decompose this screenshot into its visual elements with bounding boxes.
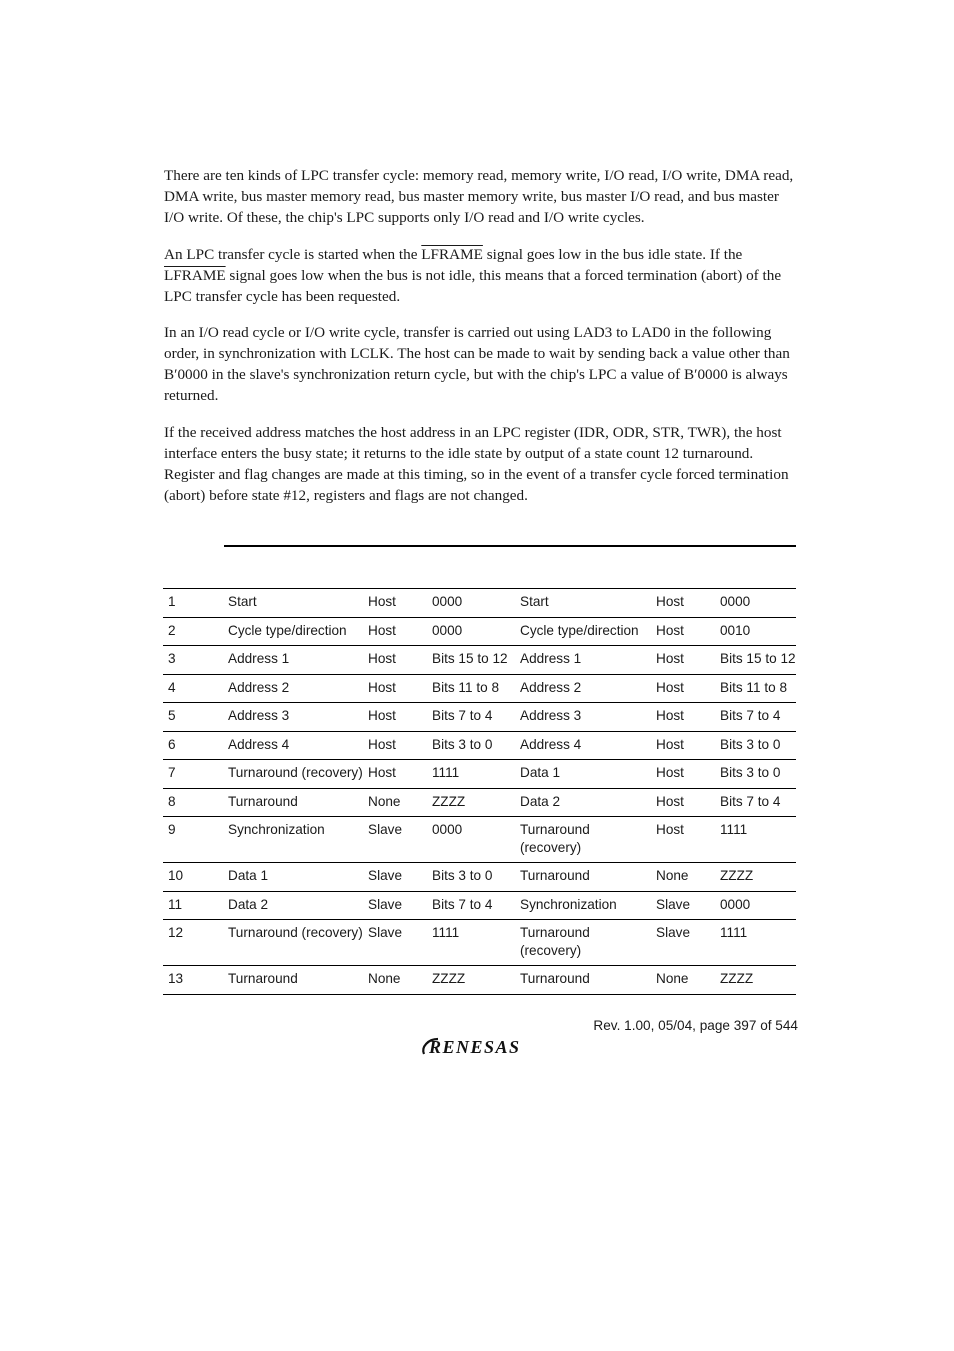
table-row — [163, 920, 796, 966]
cell-write-driven-by: Host — [656, 736, 684, 752]
cell-read-driven-by: Host — [368, 679, 396, 695]
cell-read-contents: Turnaround (recovery) — [228, 765, 363, 780]
cell-state-count: 6 — [168, 736, 176, 752]
cell-read-value: 0000 — [432, 822, 463, 837]
cell-read-value: Bits 15 to 12 — [432, 651, 508, 666]
cell-write-driven-by: Host — [656, 594, 684, 609]
cell-read-driven-by: None — [368, 793, 401, 809]
cell-read-contents: Turnaround — [228, 971, 298, 986]
cell-read-contents: Address 1 — [228, 651, 290, 666]
cell-write-value: ZZZZ — [720, 868, 754, 883]
table-row — [163, 646, 796, 675]
cell-read-driven-by: None — [368, 971, 401, 986]
cell-write-driven-by: Host — [656, 822, 684, 837]
cell-read-contents: Data 1 — [228, 868, 269, 883]
cell-read-value: 1111 — [432, 765, 460, 780]
cell-write-value: Bits 11 to 8 — [720, 679, 787, 695]
cell-read-value: 1111 — [432, 925, 460, 940]
cell-read-value: ZZZZ — [432, 971, 466, 986]
cell-state-count: 4 — [168, 679, 176, 695]
cell-write-driven-by: Host — [656, 622, 684, 638]
table-row — [163, 817, 796, 863]
cell-read-driven-by: Host — [368, 651, 396, 666]
cell-read-contents: Address 4 — [228, 736, 290, 752]
cell-write-driven-by: Host — [656, 793, 684, 809]
cell-write-contents: Address 2 — [520, 679, 582, 695]
cell-write-value: Bits 15 to 12 — [720, 651, 796, 666]
cell-write-contents: Synchronization — [520, 896, 617, 912]
cell-read-value: 0000 — [432, 622, 463, 638]
cell-state-count: 7 — [168, 765, 176, 780]
table-row — [163, 788, 796, 817]
table-row — [163, 731, 796, 760]
cell-write-value: 0010 — [720, 622, 751, 638]
cell-write-driven-by: None — [656, 868, 689, 883]
renesas-logo — [420, 1035, 544, 1062]
cell-write-contents: Turnaround (recovery) — [520, 925, 590, 958]
cell-read-contents: Data 2 — [228, 896, 269, 912]
lframe-signal-1: LFRAME — [421, 246, 483, 263]
cell-read-driven-by: Slave — [368, 925, 403, 940]
cell-read-contents: Address 3 — [228, 708, 290, 723]
cell-read-value: 0000 — [432, 594, 463, 609]
cell-write-value: Bits 3 to 0 — [720, 765, 781, 780]
cell-state-count: 3 — [168, 651, 176, 666]
cell-read-value: Bits 3 to 0 — [432, 736, 493, 752]
cell-read-driven-by: Host — [368, 594, 396, 609]
cell-read-contents: Turnaround — [228, 793, 298, 809]
cell-state-count: 10 — [168, 868, 184, 883]
renesas-logo-text: RENESAS — [429, 1037, 521, 1057]
cell-write-value: Bits 7 to 4 — [720, 793, 781, 809]
cell-write-driven-by: None — [656, 971, 689, 986]
cell-read-value: Bits 7 to 4 — [432, 708, 493, 723]
cell-state-count: 12 — [168, 925, 184, 940]
cell-write-contents: Turnaround — [520, 868, 590, 883]
paragraph-lframe-start — [164, 244, 798, 307]
cell-write-value: ZZZZ — [720, 971, 754, 986]
paragraph-transfer-cycle-kinds: There are ten kinds of LPC transfer cycle: memory read, memory write, I/O read, I/O write, DMA read, DMA write, bus master memory read, bus master memory write, bus master I/O read, and bus master I/O write. Of these, the chip's LPC supports only I/O read and I/O write cycles. — [164, 167, 794, 226]
lframe-signal-2: LFRAME — [164, 267, 226, 284]
cell-state-count: 2 — [168, 622, 176, 638]
cell-write-driven-by: Host — [656, 651, 684, 666]
cell-read-value: Bits 3 to 0 — [432, 868, 493, 883]
table-row — [163, 703, 796, 732]
cell-write-contents: Cycle type/direction — [520, 622, 639, 638]
cell-read-value: ZZZZ — [432, 793, 466, 809]
paragraph-io-cycle: In an I/O read cycle or I/O write cycle, transfer is carried out using LAD3 to LAD0 in the following order, in synchronization with LCLK. The host can be made to wait by sending back a value other than B′0000 in the slave's synchronization return cycle, but with the chip's LPC a value of B′0000 is always returned. — [164, 324, 790, 404]
cell-write-value: 1111 — [720, 822, 748, 837]
lpc-table-body — [163, 589, 796, 995]
cell-write-contents: Address 1 — [520, 651, 582, 666]
cell-read-contents: Cycle type/direction — [228, 622, 347, 638]
table-row — [163, 891, 796, 920]
cell-write-contents: Address 4 — [520, 736, 582, 752]
cell-read-driven-by: Host — [368, 736, 396, 752]
cell-read-driven-by: Host — [368, 708, 396, 723]
cell-write-contents: Address 3 — [520, 708, 582, 723]
cell-write-value: 0000 — [720, 896, 751, 912]
cell-read-driven-by: Host — [368, 765, 396, 780]
cell-state-count: 8 — [168, 793, 176, 809]
cell-read-value: Bits 7 to 4 — [432, 896, 493, 912]
cell-write-driven-by: Slave — [656, 896, 691, 912]
cell-write-contents: Turnaround (recovery) — [520, 822, 590, 855]
cell-write-driven-by: Host — [656, 708, 684, 723]
cell-write-value: Bits 3 to 0 — [720, 736, 781, 752]
cell-read-driven-by: Slave — [368, 822, 403, 837]
table-row — [163, 617, 796, 646]
cell-read-driven-by: Host — [368, 622, 396, 638]
cell-write-value: 1111 — [720, 925, 748, 940]
section-rule — [224, 545, 796, 547]
p2-text-a: An LPC transfer cycle is started when the — [164, 246, 422, 263]
cell-state-count: 9 — [168, 822, 176, 837]
table-row — [163, 589, 796, 618]
cell-write-value: Bits 7 to 4 — [720, 708, 781, 723]
p2-text-c: signal goes low when the bus is not idle, this means that a forced termination (abort) of the LPC transfer cycle has been requested. — [164, 267, 782, 305]
cell-read-contents: Synchronization — [228, 822, 325, 837]
table-row — [163, 966, 796, 995]
cell-write-driven-by: Slave — [656, 925, 691, 940]
table-row — [163, 674, 796, 703]
p2-text-b: signal goes low in the bus idle state. If the — [482, 246, 743, 263]
cell-read-contents: Start — [228, 594, 257, 609]
cell-read-driven-by: Slave — [368, 896, 403, 912]
renesas-logo-mark — [420, 1035, 544, 1057]
cell-write-driven-by: Host — [656, 765, 684, 780]
paragraph-address-match: If the received address matches the host address in an LPC register (IDR, ODR, STR, TWR), the host interface enters the busy state; it returns to the idle state by output of a state count 12 turnaround. Register and flag changes are made at this timing, so in the event of a transfer cycle forced termination (abort) before state #12, registers and flags are not changed. — [164, 424, 789, 504]
cell-state-count: 1 — [168, 594, 176, 609]
cell-write-contents: Start — [520, 594, 549, 609]
table-row — [163, 760, 796, 789]
cell-write-driven-by: Host — [656, 679, 684, 695]
cell-state-count: 5 — [168, 708, 176, 723]
cell-read-contents: Address 2 — [228, 679, 290, 695]
cell-read-value: Bits 11 to 8 — [432, 679, 499, 695]
cell-state-count: 11 — [168, 896, 183, 912]
cell-write-value: 0000 — [720, 594, 751, 609]
cell-write-contents: Data 1 — [520, 765, 561, 780]
lpc-cycle-table — [163, 588, 796, 995]
cell-write-contents: Data 2 — [520, 793, 561, 809]
page-footer: Rev. 1.00, 05/04, page 397 of 544 — [593, 1018, 798, 1033]
cell-state-count: 13 — [168, 971, 184, 986]
cell-read-contents: Turnaround (recovery) — [228, 925, 363, 940]
cell-read-driven-by: Slave — [368, 868, 403, 883]
table-row — [163, 863, 796, 892]
cell-write-contents: Turnaround — [520, 971, 590, 986]
